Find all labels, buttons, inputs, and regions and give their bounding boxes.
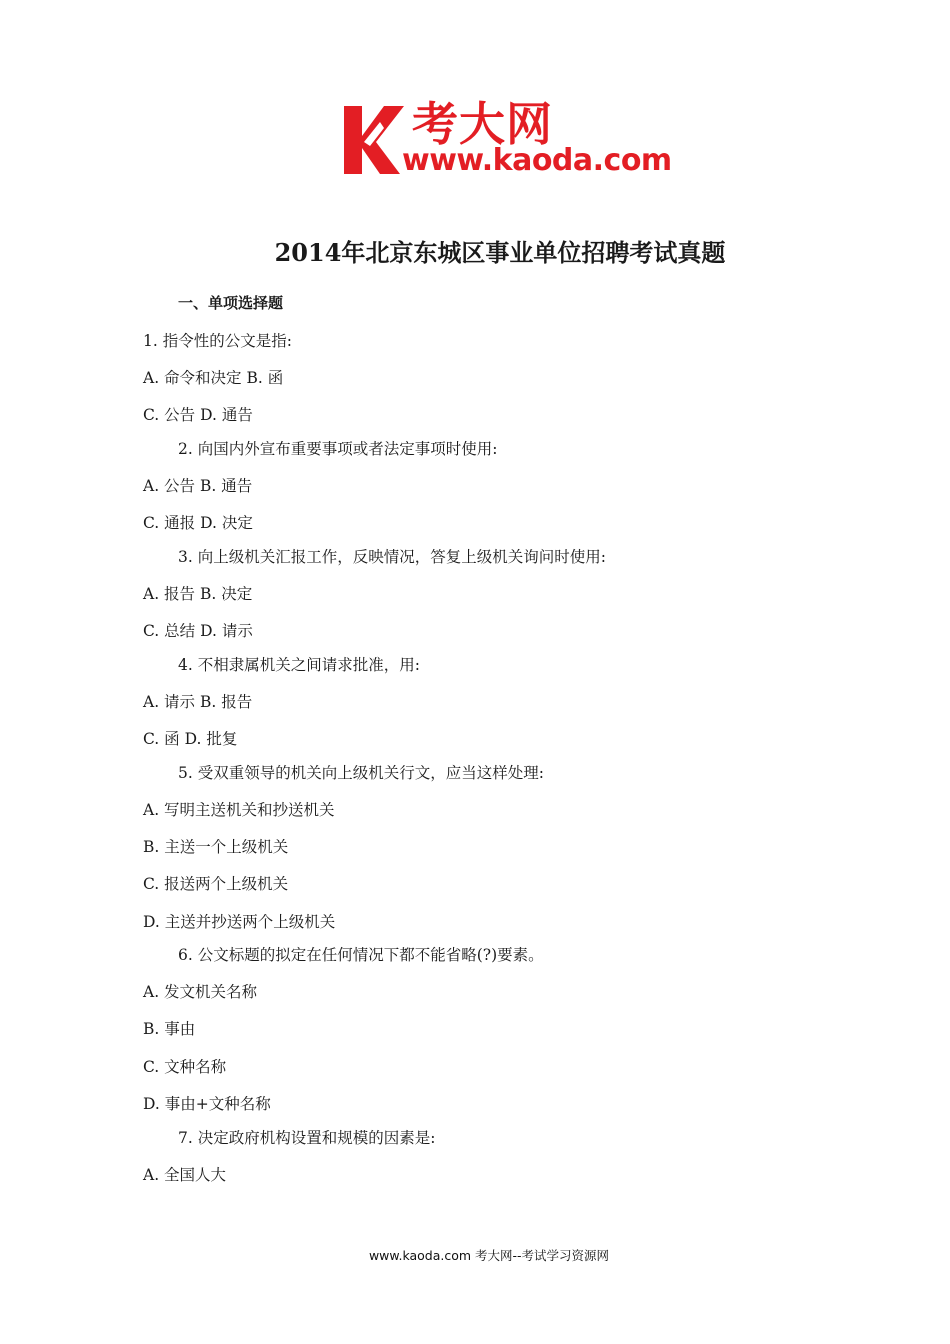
option-line: A. 请示 B. 报告	[143, 693, 253, 711]
option-line: A. 全国人大	[143, 1166, 227, 1184]
option-line: D. 事由+文种名称	[143, 1095, 271, 1113]
option-line: A. 命令和决定 B. 函	[143, 369, 284, 387]
option-line: C. 通报 D. 决定	[143, 514, 253, 532]
option-line: D. 主送并抄送两个上级机关	[143, 913, 336, 931]
option-line: A. 发文机关名称	[143, 983, 258, 1001]
question-4: 4. 不相隶属机关之间请求批准，用:	[178, 656, 420, 674]
question-1: 1. 指令性的公文是指:	[143, 332, 292, 350]
logo-url-text: www.kaoda.com	[402, 143, 672, 178]
option-line: C. 函 D. 批复	[143, 730, 238, 748]
option-line: A. 写明主送机关和抄送机关	[143, 801, 335, 819]
option-line: B. 事由	[143, 1020, 196, 1038]
question-5: 5. 受双重领导的机关向上级机关行文，应当这样处理:	[178, 764, 544, 782]
logo-chinese-text: 考大网	[412, 97, 553, 151]
question-2: 2. 向国内外宣布重要事项或者法定事项时使用:	[178, 440, 498, 458]
option-line: A. 公告 B. 通告	[143, 477, 253, 495]
option-line: C. 公告 D. 通告	[143, 406, 253, 424]
option-line: C. 总结 D. 请示	[143, 622, 253, 640]
option-line: A. 报告 B. 决定	[143, 585, 253, 603]
option-line: C. 文种名称	[143, 1058, 227, 1076]
option-line: B. 主送一个上级机关	[143, 838, 289, 856]
section-heading: 一、单项选择题	[178, 294, 284, 312]
question-7: 7. 决定政府机构设置和规模的因素是:	[178, 1129, 436, 1147]
question-3: 3. 向上级机关汇报工作，反映情况，答复上级机关询问时使用:	[178, 548, 606, 566]
k-logo-icon	[340, 102, 408, 174]
page-footer: www.kaoda.com 考大网--考试学习资源网	[368, 1248, 610, 1263]
question-6: 6. 公文标题的拟定在任何情况下都不能省略(?)要素。	[178, 946, 544, 964]
option-line: C. 报送两个上级机关	[143, 875, 289, 893]
kaoda-logo	[340, 96, 670, 188]
document-title: 2014年北京东城区事业单位招聘考试真题	[274, 238, 726, 267]
